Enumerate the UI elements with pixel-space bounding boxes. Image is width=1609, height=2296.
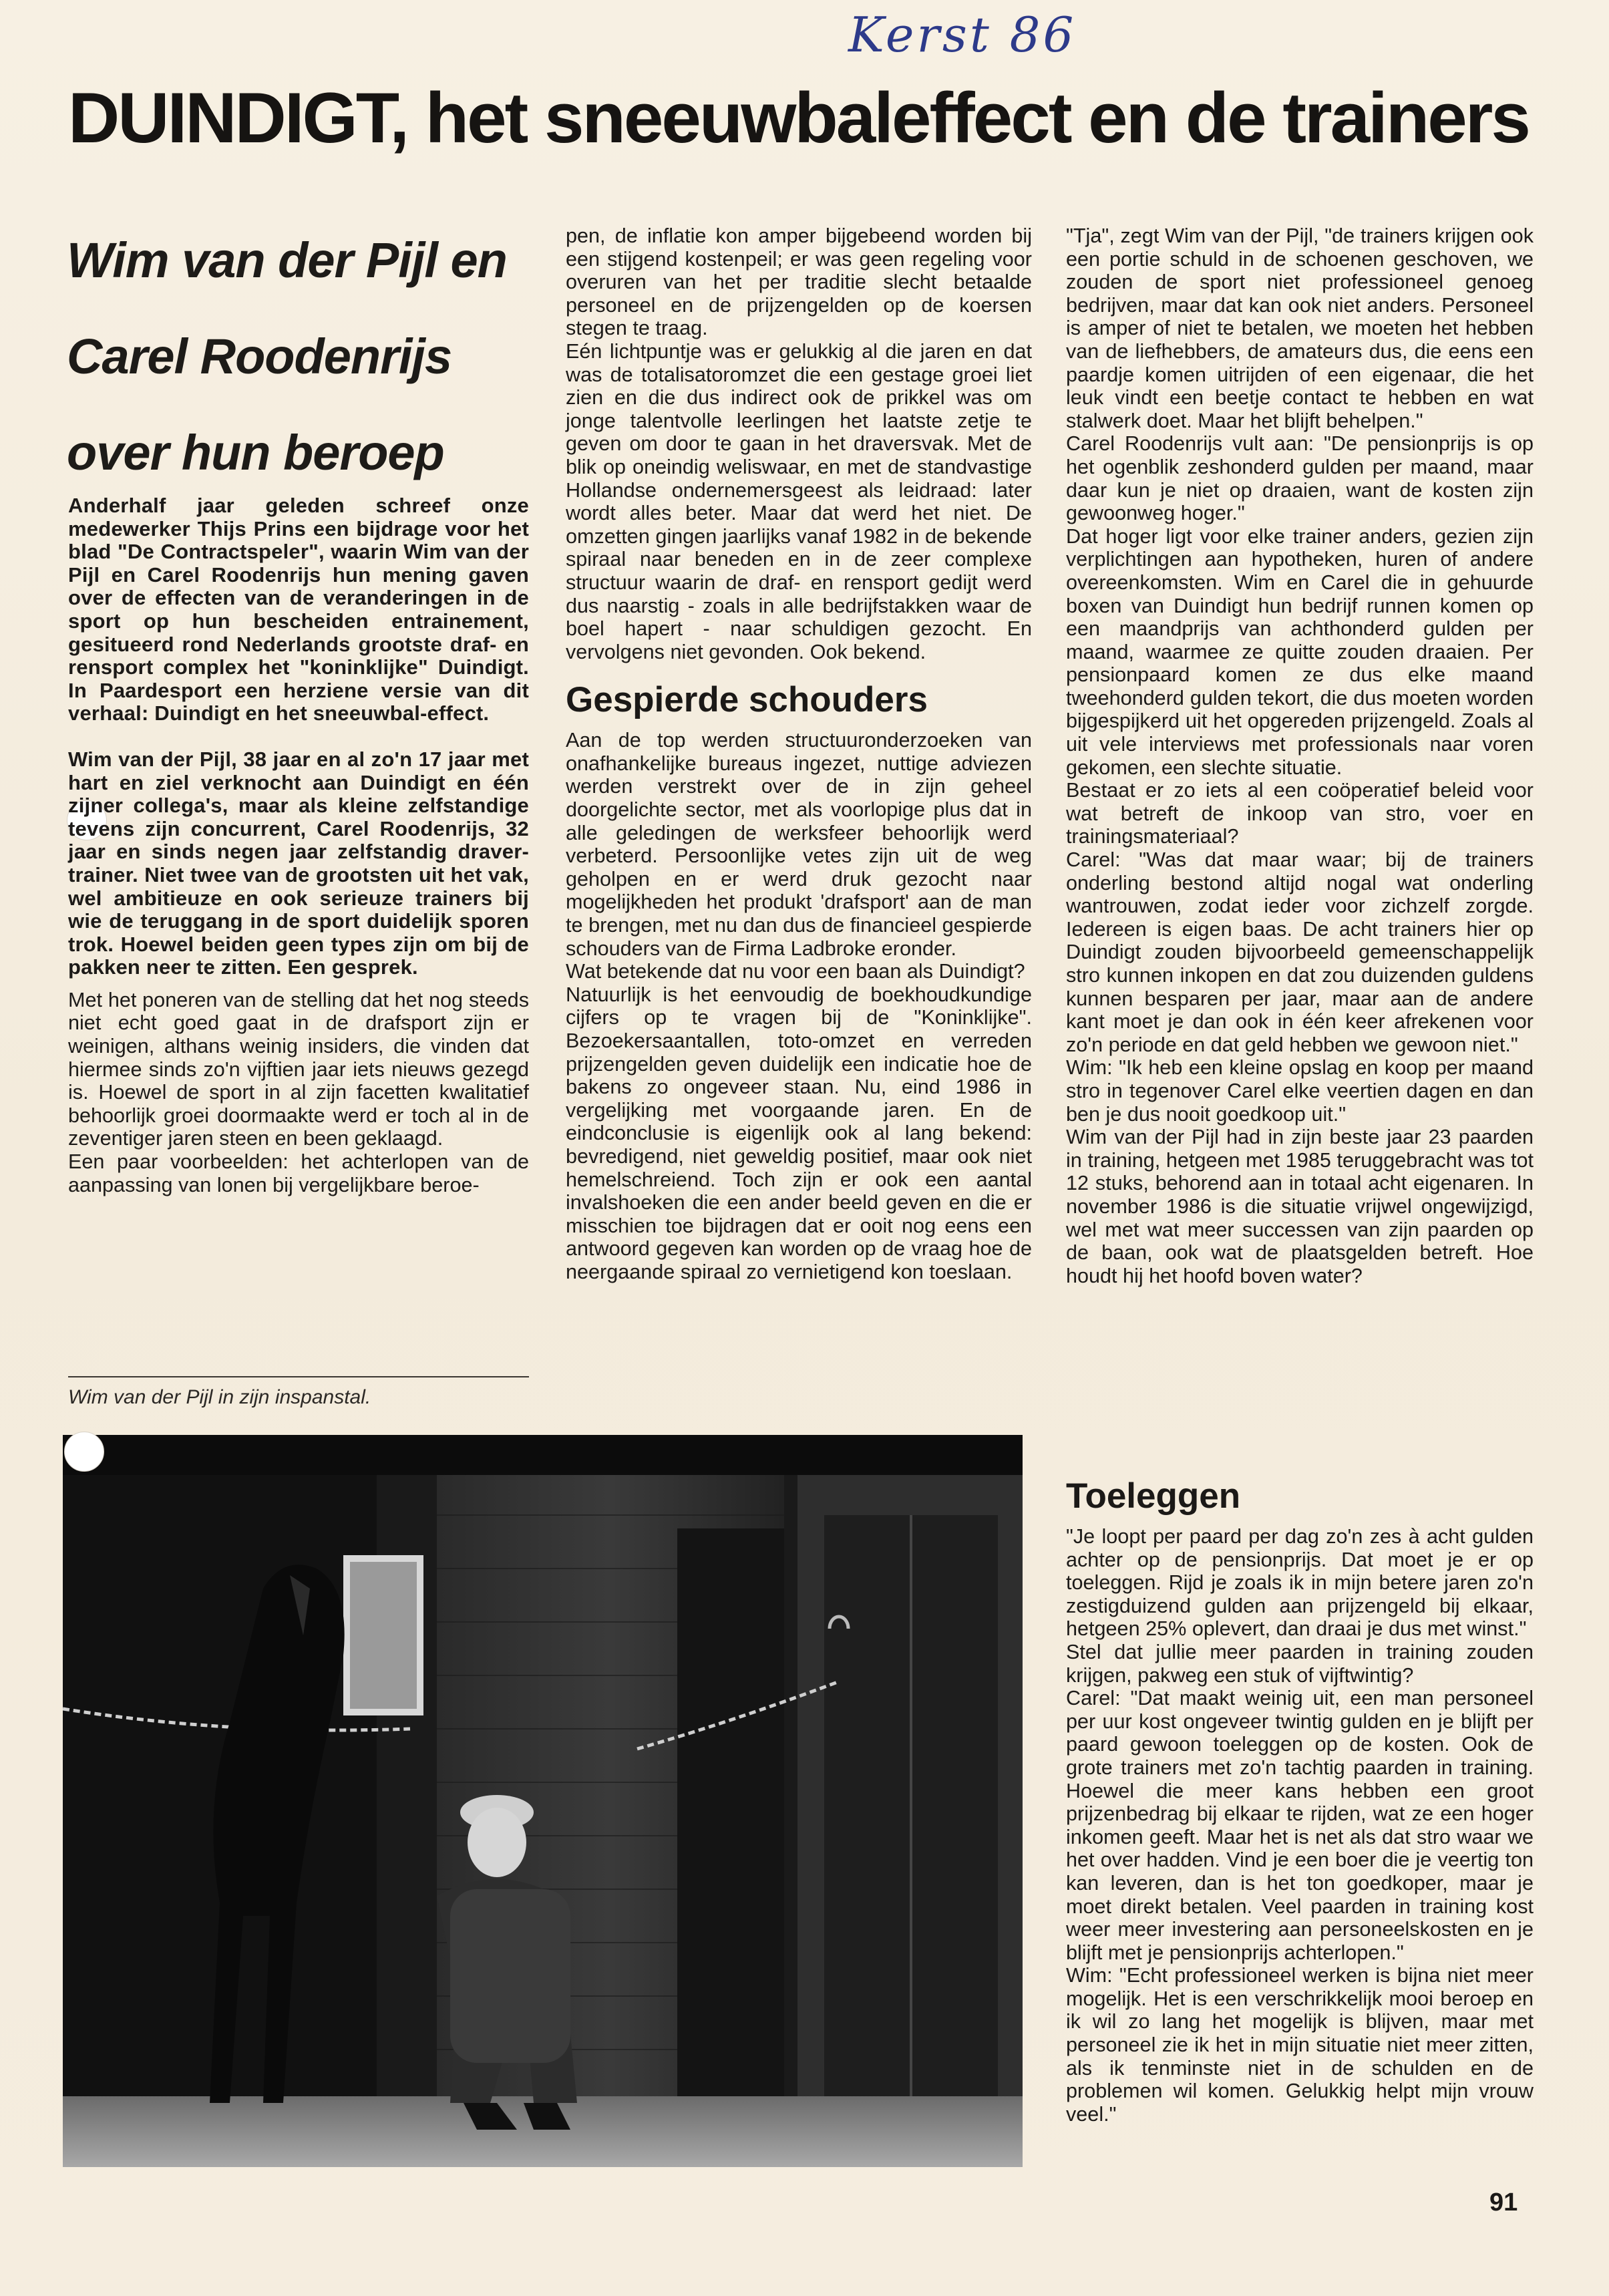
- article-headline: DUINDIGT, het sneeuwbaleffect en de trainers: [68, 77, 1529, 158]
- body-paragraph: Wim: "Echt professioneel werken is bijna niet meer mogelijk. Het is een verschrikkelijk mooi beroep en ik wil zo lang het mogelijk is blijven, maar met personeel zie ik het in mijn situatie niet meer zitten, als ik tenminste niet in de schulden en de problemen wil komen. Gelukkig helpt mijn vrouw veel.": [1066, 1964, 1534, 2126]
- subtitle-line: over hun beroep: [67, 425, 444, 480]
- body-paragraph: Bestaat er zo iets al een coöperatief beleid voor wat betreft de inkoop van stro, voer en trainingsmateriaal?: [1066, 779, 1534, 848]
- body-paragraph: Carel Roodenrijs vult aan: "De pensionprijs is op het ogenblik zeshonderd gulden per maand, maar daar kun je niet op draaien, want de kosten zijn gewoonweg hoger.": [1066, 432, 1534, 525]
- body-paragraph: Dat hoger ligt voor elke trainer anders, gezien zijn verplichtingen aan hypotheken, huren of andere overeenkomsten. Wim en Carel die in gehuurde boxen van Duindigt hun bedrijf runnen komen op een maandprijs van achthonderd gulden per maand, waarmee ze quitte zouden draaien. Per pensionpaard komen ze dus elke maand tweehonderd gulden tekort, die dus moeten worden bijgespijkerd uit het opgereden prijzengeld. Zoals al uit vele interviews met professionals naar voren gekomen, een slechte situatie.: [1066, 524, 1534, 779]
- body-paragraph: Stel dat jullie meer paarden in training zouden krijgen, pakweg een stuk of vijftwintig?: [1066, 1640, 1534, 1687]
- photo-caption: Wim van der Pijl in zijn inspanstal.: [68, 1386, 371, 1408]
- body-paragraph: Carel: "Was dat maar waar; bij de trainers onderling bestond altijd nogal wat onderling wantrouwen, zodat ieder voor zichzelf zorgde. Iedereen is eigen baas. De acht trainers hier op Duindigt zouden bijvoorbeeld gemeenschappelijk stro kunnen inkopen en dat zou duizenden guldens kunnen besparen per jaar, maar aan de andere kant moet je dan ook in één keer afrekenen voor zo'n periode en dat geld hebben we gewoon niet.": [1066, 848, 1534, 1056]
- subtitle-line: Wim van der Pijl en: [67, 232, 507, 288]
- page-number: 91: [1489, 2188, 1518, 2217]
- body-paragraph: "Je loopt per paard per dag zo'n zes à acht gulden achter op de pensionprijs. Dat moet je er op toeleggen. Rijd je zoals ik in mijn betere jaren zo'n zestigduizend gulden aan prijzengeld bij elkaar, hetgeen 25% oplevert, dan draai je dus met winst.": [1066, 1525, 1534, 1641]
- column-2: [566, 224, 1032, 1284]
- body-paragraph: Eén lichtpuntje was er gelukkig al die jaren en dat was de totalisatoromzet die een gestage groei liet zien en die dus indirect ook de prikkel was om jonge talentvolle leerlingen het laatste zetje te geven om door te gaan in het draversvak. Met de blik op oneindig weliswaar, en met de standvastige Hollandse ondernemersgeest als leidraad: later wordt alles beter. Maar dat werd het niet. De omzetten gingen jaarlijks vanaf 1982 in de bekende spiraal naar beneden en in de zeer complexe structuur waarin de draf- en rensport gedijt werd dus naarstig - zoals in alle bedrijfstakken waar de boel hapert - naar schuldigen gezocht. En vervolgens niet gevonden. Ook bekend.: [566, 339, 1032, 663]
- body-paragraph: Aan de top werden structuuronderzoeken van onafhankelijke bureaus ingezet, nuttige adviezen werden verstrekt over de in zijn geheel doorgelichte sector, met als voorlopige plus dat in alle geledingen de werksfeer behoorlijk werd verbeterd. Persoonlijke vetes zijn uit de weg geholpen en er werd druk gezocht naar mogelijkheden het produkt 'drafsport' aan de man te brengen, met nu dan dus de financieel gespierde schouders van de Firma Ladbroke eronder.: [566, 729, 1032, 960]
- punch-hole: [64, 1432, 104, 1472]
- body-paragraph: Wim van der Pijl had in zijn beste jaar 23 paarden in training, hetgeen met 1985 teruggebracht was tot 12 stuks, behorend aan in totaal acht eigenaren. In november 1986 is die situatie vrijwel ongewijzigd, wel met wat meer successen van zijn paarden op de baan, ook wat de plaatsgelden betreft. Hoe houdt hij het hoofd boven water?: [1066, 1126, 1534, 1287]
- body-paragraph: "Tja", zegt Wim van der Pijl, "de trainers krijgen ook een portie schuld in de schoenen geschoven, we zouden de sport niet professioneel genoeg bedrijven, maar dat kan ook niet anders. Personeel is amper of niet te betalen, we moeten het hebben van de liefhebbers, de amateurs dus, die eens een paardje komen uitrijden of een eigenaar, die het leuk vindt een beetje contact te hebben en wat stalwerk doet. Maar het blijft behelpen.": [1066, 224, 1534, 432]
- body-paragraph: Carel: "Dat maakt weinig uit, een man personeel per uur kost ongeveer twintig gulden en je blijft per paard gewoon toeleggen op de kosten. Ook de grote trainers met zo'n tachtig paarden in training. Hoewel die meer kans hebben een groot prijzenbedrag bij elkaar te rijden, wat ze een hoger inkomen geeft. Maar het is net als dat stro waar we het over hadden. Vind je een boer die je veertig ton kan leveren, dan is het ton goedkoper, maar je moet direkt betalen. Veel paarden in training kost weer meer investering aan personeelskosten en je blijft met je pensionprijs achterlopen.": [1066, 1687, 1534, 1964]
- intro-paragraph: Anderhalf jaar geleden schreef onze medewerker Thijs Prins een bijdrage voor het blad "De Contractspeler", waarin Wim van der Pijl en Carel Roodenrijs hun mening gaven over de effecten van de veranderingen in de sport op hun bescheiden entrainement, gesitueerd rond Nederlands grootste draf- en rensport complex het "koninklijke" Duindigt. In Paardesport een herziene versie van dit verhaal: Duindigt en het sneeuwbal-effect.: [68, 494, 529, 725]
- body-paragraph: Met het poneren van de stelling dat het nog steeds niet echt goed gaat in de drafsport zijn er weinigen, althans weinig insiders, die vinden dat hiermee sinds zo'n vijftien jaar iets nieuws gezegd is. Hoewel de sport in al zijn facetten kwalitatief behoorlijk groei doormaakte werd er toch al in de zeventiger jaren steen en been geklaagd.: [68, 988, 529, 1150]
- column-1: [68, 494, 529, 1196]
- intro-paragraph: Wim van der Pijl, 38 jaar en al zo'n 17 jaar met hart en ziel verknocht aan Duindigt en één zijner collega's, maar als kleine zelfstandige tevens zijn concurrent, Carel Roodenrijs, 32 jaar en sinds negen jaar zelfstandig draver-trainer. Niet twee van de grootsten uit het vak, wel ambitieuze en ook serieuze trainers bij wie de teruggang in de sport duidelijk sporen trok. Hoewel beiden geen types zijn om bij de pakken neer te zitten. Een gesprek.: [68, 747, 529, 979]
- column-3-bottom: [1066, 1460, 1534, 2126]
- handwritten-note: Kerst 86: [848, 7, 1077, 63]
- body-paragraph: Een paar voorbeelden: het achterlopen van de aanpassing van lonen bij vergelijkbare beroe-: [68, 1150, 529, 1196]
- body-paragraph: Wat betekende dat nu voor een baan als Duindigt?: [566, 960, 1025, 983]
- stable-photo: [63, 1435, 1023, 2167]
- section-heading: Toeleggen: [1066, 1476, 1241, 1516]
- body-paragraph: pen, de inflatie kon amper bijgebeend worden bij een stijgend kostenpeil; er was geen regeling voor overuren van het per traditie slecht betaalde personeel en de prijzengelden op de koersen stegen te traag.: [566, 224, 1032, 340]
- body-paragraph: Wim: "Ik heb een kleine opslag en koop per maand stro in tegenover Carel elke veertien dagen en dan ben je dus nooit goedkoop uit.": [1066, 1056, 1534, 1126]
- caption-divider: [68, 1376, 529, 1377]
- article-subtitle: [67, 212, 554, 501]
- column-3: [1066, 224, 1534, 1287]
- body-paragraph: Natuurlijk is het eenvoudig de boekhoudkundige cijfers op te vragen bij de "Koninklijke". Bezoekersaantallen, toto-omzet en verreden prijzengelden geven duidelijk een indicatie hoe de bakens zo ongeveer staan. Nu, eind 1986 in vergelijking met voorgaande jaren. En de eindconclusie is eigenlijk ook al lang bekend: bevredigend, niet geweldig positief, maar ook niet hemelschreiend. Toch zijn er ook een aantal invalshoeken die een ander beeld geven en die er misschien toe bijdragen dat er ooit nog eens een antwoord gegeven kan worden op de vraag hoe de neergaande spiraal zo vernietigend kon toeslaan.: [566, 983, 1032, 1283]
- subtitle-line: Carel Roodenrijs: [67, 329, 452, 384]
- section-heading: Gespierde schouders: [566, 680, 928, 720]
